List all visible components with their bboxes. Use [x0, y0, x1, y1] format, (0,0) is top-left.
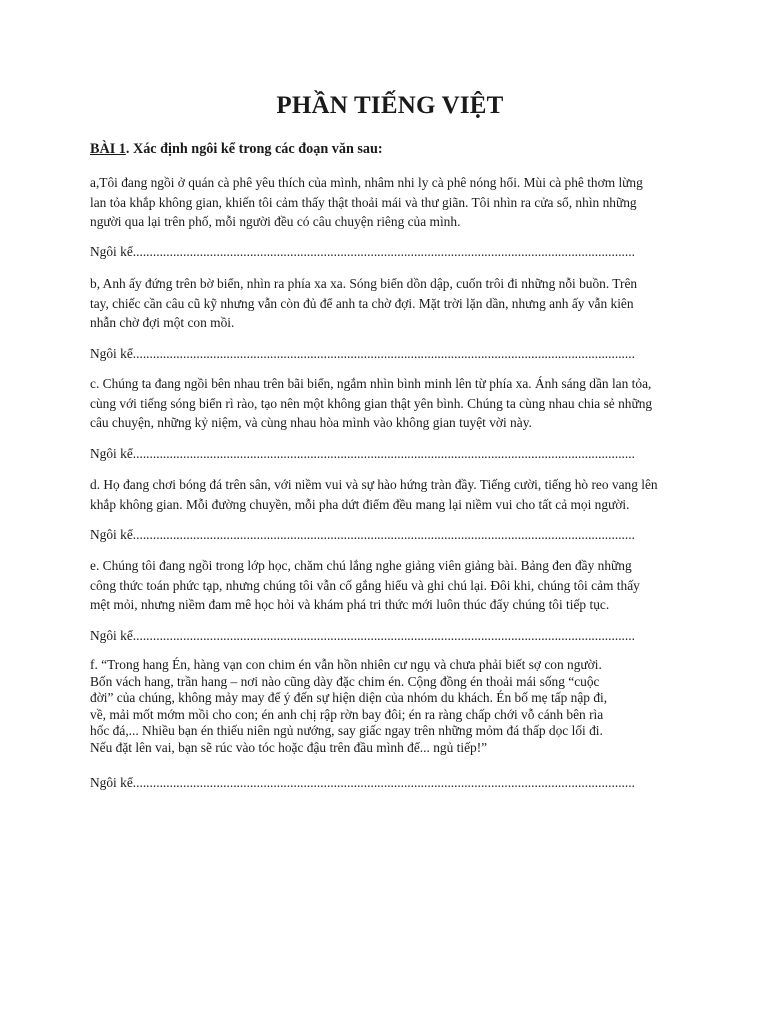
- answer-line-b: [90, 344, 650, 363]
- passage-line: người qua lại trên phố, mỗi người đều có câu chuyện riêng của mình.: [90, 214, 461, 230]
- answer-line-d: [90, 525, 650, 544]
- passage-line: khắp không gian. Mỗi đường chuyền, mỗi pha dứt điểm đều mang lại niềm vui cho tất cả mọi người.: [90, 496, 630, 512]
- answer-dots: ......................................................................................................................................................: [132, 527, 635, 542]
- exercise-heading: [90, 141, 383, 158]
- answer-line-a: [90, 242, 650, 261]
- passage-line: câu chuyện, những kỷ niệm, và cùng nhau hòa mình vào không gian tuyệt vời này.: [90, 415, 532, 431]
- passage-e: [90, 556, 690, 615]
- passage-line: d. Họ đang chơi bóng đá trên sân, với niềm vui và sự hào hứng tràn đầy. Tiếng cười, tiếng hò reo vang lên: [90, 477, 658, 492]
- answer-dots: ......................................................................................................................................................: [132, 628, 635, 643]
- answer-dots: ......................................................................................................................................................: [132, 775, 635, 790]
- page-title: PHẦN TIẾNG VIỆT: [276, 92, 504, 119]
- passage-b: [90, 274, 690, 333]
- passage-line: Bốn vách hang, trần hang – nơi nào cũng dày đặc chim én. Cộng đồng én thoải mái sống “cuộc: [90, 673, 600, 689]
- passage-line: nhẫn chờ đợi một con mồi.: [90, 315, 235, 331]
- passage-line: Nếu đặt lên vai, bạn sẽ rúc vào tóc hoặc đậu trên đầu mình để... ngủ tiếp!”: [90, 739, 488, 755]
- answer-label: Ngôi kể: [90, 446, 133, 461]
- passage-line: đời” của chúng, không mảy may để ý đến sự hiện diện của nhóm du khách. Én bố mẹ tấp nập đi,: [90, 690, 608, 706]
- passage-line: e. Chúng tôi đang ngồi trong lớp học, chăm chú lắng nghe giảng viên giảng bài. Bảng đen đầy những: [90, 558, 632, 573]
- answer-label: Ngôi kể: [90, 628, 133, 643]
- answer-line-f: [90, 773, 650, 792]
- answer-label: Ngôi kể: [90, 244, 133, 259]
- answer-label: Ngôi kể: [90, 346, 133, 361]
- passage-d: [90, 475, 690, 514]
- answer-label: Ngôi kể: [90, 527, 133, 542]
- passage-line: tay, chiếc cần câu cũ kỹ nhưng vẫn còn đủ để anh ta chờ đợi. Mặt trời lặn dần, nhưng anh ấy vẫn kiên: [90, 295, 634, 311]
- passage-line: hốc đá,... Nhiều bạn én thiếu niên ngủ nướng, say giấc ngay trên những mỏm đá thấp dọc lối đi.: [90, 723, 603, 739]
- passage-line: a,Tôi đang ngồi ở quán cà phê yêu thích của mình, nhâm nhi ly cà phê nóng hổi. Mùi cà phê thơm lừng: [90, 175, 643, 190]
- passage-f: [90, 657, 690, 757]
- answer-dots: ......................................................................................................................................................: [132, 446, 635, 461]
- answer-dots: ......................................................................................................................................................: [132, 346, 635, 361]
- exercise-instruction: . Xác định ngôi kể trong các đoạn văn sau:: [125, 141, 383, 157]
- passage-line: công thức toán phức tạp, nhưng chúng tôi vẫn cố gắng hiểu và ghi chú lại. Đôi khi, chúng tôi cảm thấy: [90, 577, 640, 593]
- passage-line: về, mải mốt mớm mồi cho con; én anh chị rập rờn bay đôi; én ra ràng chấp chới vỗ cánh bên rìa: [90, 706, 604, 722]
- answer-dots: ......................................................................................................................................................: [132, 244, 635, 259]
- answer-label: Ngôi kể: [90, 775, 133, 790]
- exercise-number: BÀI 1: [90, 141, 126, 157]
- passage-line: c. Chúng ta đang ngồi bên nhau trên bãi biển, ngắm nhìn bình minh lên từ phía xa. Ánh sáng dần lan tỏa,: [90, 376, 652, 391]
- passage-line: lan tỏa khắp không gian, khiến tôi cảm thấy thật thoải mái và thư giãn. Tôi nhìn ra cửa sổ, nhìn những: [90, 194, 637, 210]
- answer-line-e: [90, 626, 650, 645]
- answer-line-c: [90, 444, 650, 463]
- passage-line: cùng với tiếng sóng biển rì rào, tạo nên một không gian thật yên bình. Chúng ta cùng nhau chia sẻ những: [90, 395, 653, 411]
- passage-line: f. “Trong hang Én, hàng vạn con chim én vẫn hồn nhiên cư ngụ và chưa phải biết sợ con người.: [90, 657, 602, 672]
- passage-a: [90, 173, 690, 232]
- passage-c: [90, 374, 690, 433]
- passage-line: b, Anh ấy đứng trên bờ biển, nhìn ra phía xa xa. Sóng biển dồn dập, cuốn trôi đi những nỗi buồn. Trên: [90, 276, 638, 291]
- passage-line: mệt mỏi, nhưng niềm đam mê học hỏi và khám phá tri thức mới luôn thúc đẩy chúng tôi tiếp tục.: [90, 597, 610, 613]
